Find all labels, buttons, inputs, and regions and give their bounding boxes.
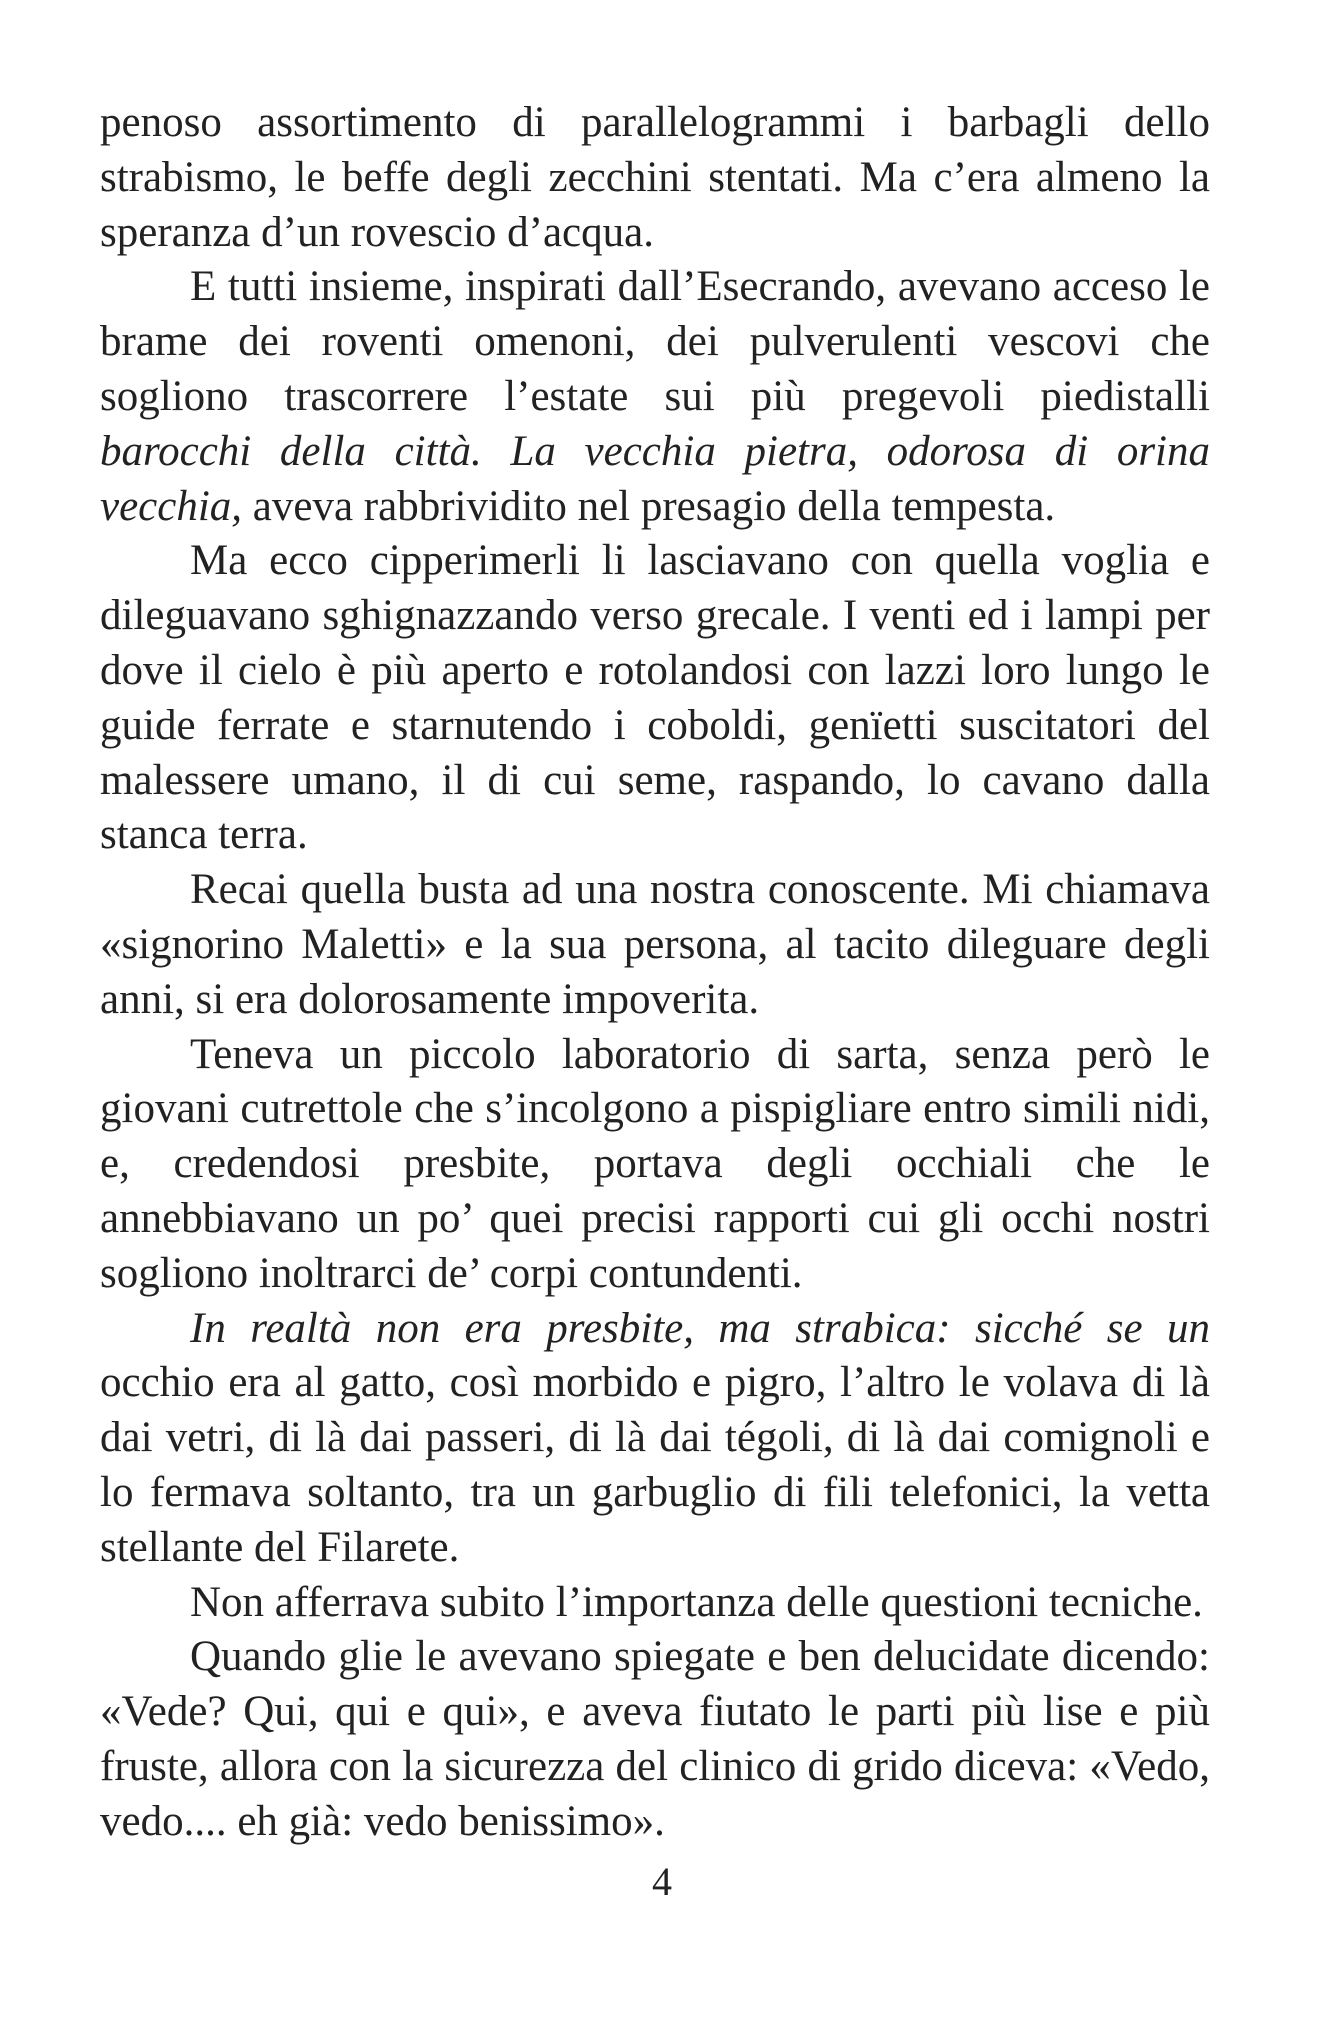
paragraph-6 — [100, 1302, 1210, 1576]
page-body — [100, 96, 1210, 1850]
paragraph-text: penoso assortimento di parallelogrammi i barbagli dello strabismo, le beffe degli zecchini stentati. Ma c’era almeno la speranza d’un rovescio d’acqua. — [100, 99, 1210, 256]
paragraph-italic-text: In realtà non era presbite, ma strabica: sicché se un — [190, 1304, 1210, 1352]
paragraph-text: Teneva un piccolo laboratorio di sarta, senza però le giovani cutrettole che s’incolgono a pispigliare entro simili nidi, e, credendosi presbite, portava degli occhiali che le annebbiavano un po’ quei precisi rapporti cui gli occhi nostri sogliono inoltrarci de’ corpi contundenti. — [100, 1030, 1210, 1297]
paragraph-text: Ma ecco cipperimerli li lasciavano con quella voglia e dileguavano sghignazzando verso grecale. I venti ed i lampi per dove il cielo è più aperto e rotolandosi con lazzi loro lungo le guide ferrate e starnutendo i coboldi, genïetti suscitatori del malessere umano, il di cui seme, raspando, lo cavano dalla stanca terra. — [100, 537, 1210, 859]
paragraph-4 — [100, 863, 1210, 1027]
paragraph-1 — [100, 96, 1210, 260]
paragraph-3 — [100, 534, 1210, 863]
paragraph-text: Quando glie le avevano spiegate e ben delucidate dicendo: «Vede? Qui, qui e qui», e aveva fiutato le parti più lise e più fruste, allora con la sicurezza del clinico di grido diceva: «Vedo, vedo.... eh già: vedo benissimo». — [100, 1633, 1210, 1845]
paragraph-text: occhio era al gatto, così morbido e pigro, l’altro le volava di là dai vetri, di là dai passeri, di là dai tégoli, di là dai comignoli e lo fermava soltanto, tra un garbuglio di fili telefonici, la vetta stellante del Filarete. — [100, 1359, 1210, 1571]
paragraph-italic-text: barocchi della città. La vecchia pietra, odorosa di orina vecchia, — [100, 427, 1210, 530]
paragraph-text: E tutti insieme, inspirati dall’Esecrando, avevano acceso le brame dei roventi omenoni, dei pulverulenti vescovi che sogliono trascorrere l’estate sui più pregevoli piedistalli — [100, 263, 1210, 420]
paragraph-2 — [100, 260, 1210, 534]
paragraph-text: aveva rabbrividito nel presagio della tempesta. — [242, 482, 1056, 530]
paragraph-8 — [100, 1630, 1210, 1849]
page-number: 4 — [652, 1859, 672, 1904]
paragraph-5 — [100, 1028, 1210, 1302]
paragraph-7 — [100, 1576, 1210, 1631]
paragraph-text: Recai quella busta ad una nostra conoscente. Mi chiamava «signorino Maletti» e la sua persona, al tacito dileguare degli anni, si era dolorosamente impoverita. — [100, 866, 1210, 1023]
paragraph-text: Non afferrava subito l’importanza delle questioni tecniche. — [190, 1578, 1203, 1626]
